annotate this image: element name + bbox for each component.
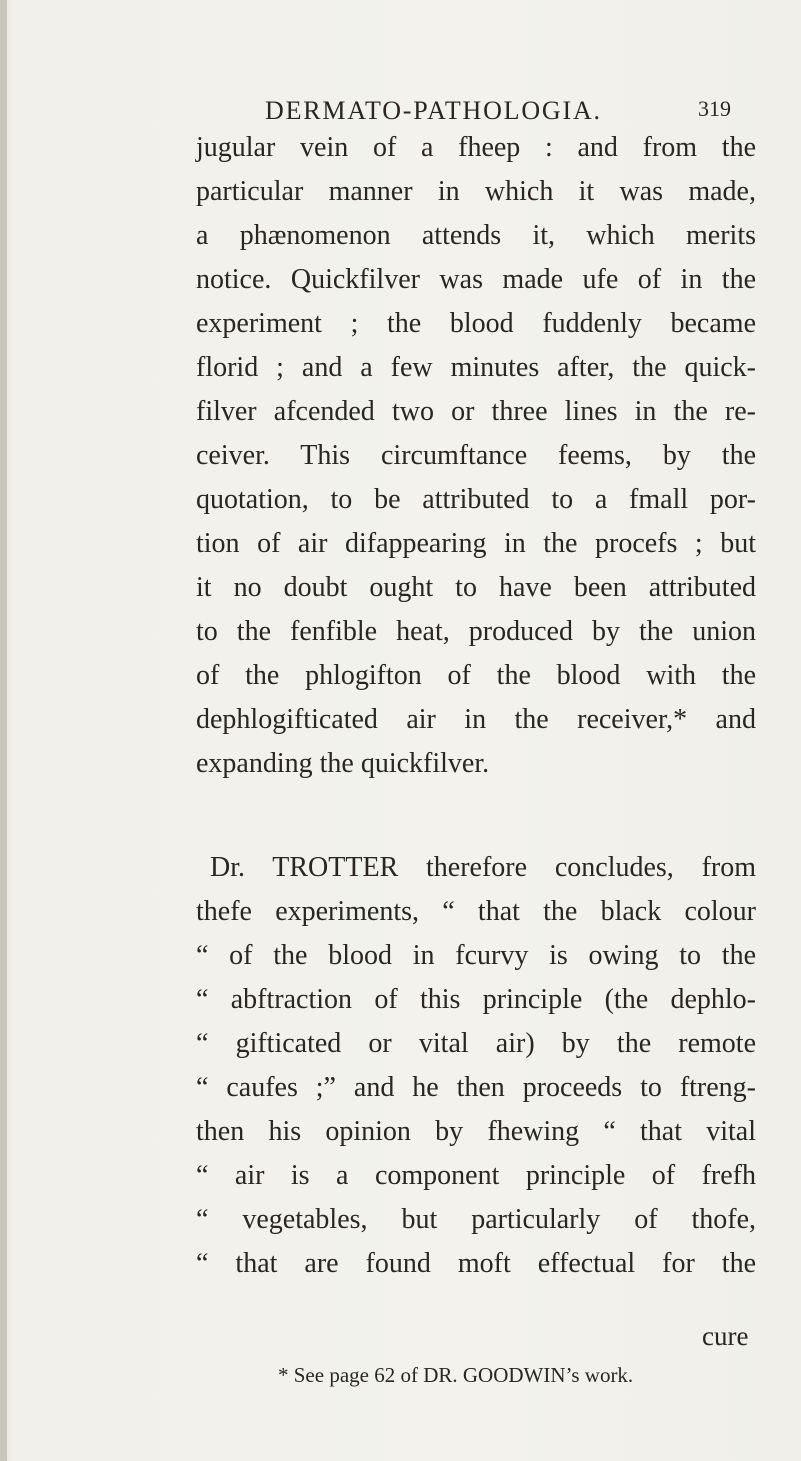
text-line: “ gifticated or vital air) by the remote [196,1028,756,1059]
text-line: particular manner in which it was made, [196,176,756,207]
text-line: “ that are found moft effectual for the [196,1248,756,1279]
text-line: filver afcended two or three lines in the re- [196,396,756,427]
text-line: notice. Quickfilver was made ufe of in the [196,264,756,295]
text-line: florid ; and a few minutes after, the quick- [196,352,756,383]
page-binding-edge [0,0,7,1461]
text-line: quotation, to be attributed to a fmall por- [196,484,756,515]
text-line: to the fenfible heat, produced by the union [196,616,756,647]
text-line: experiment ; the blood fuddenly became [196,308,756,339]
text-line: “ abftraction of this principle (the dephlo- [196,984,756,1015]
text-line: “ of the blood in fcurvy is owing to the [196,940,756,971]
footnote: * See page 62 of DR. GOODWIN’s work. [278,1363,634,1387]
text-line: “ air is a component principle of frefh [196,1160,756,1191]
text-line: expanding the quickfilver. [196,748,490,779]
text-line: “ vegetables, but particularly of thofe, [196,1204,756,1235]
text-line: it no doubt ought to have been attributed [196,572,756,603]
running-title: DERMATO-PATHOLOGIA. [265,96,602,125]
text-line: Dr. TROTTER therefore concludes, from [210,852,756,883]
text-line: dephlogifticated air in the receiver,* and [196,704,756,735]
text-line: tion of air difappearing in the procefs ; but [196,528,756,559]
text-line: ceiver. This circumftance feems, by the [196,440,756,471]
text-line: thefe experiments, “ that the black colour [196,896,756,927]
text-line: jugular vein of a fheep : and from the [196,132,756,163]
text-line: “ caufes ;” and he then proceeds to ftreng- [196,1072,756,1103]
page-number: 319 [698,96,731,121]
catchword: cure [702,1321,749,1351]
text-line: of the phlogifton of the blood with the [196,660,756,691]
text-line: a phænomenon attends it, which merits [196,220,756,251]
text-line: then his opinion by fhewing “ that vital [196,1116,756,1147]
